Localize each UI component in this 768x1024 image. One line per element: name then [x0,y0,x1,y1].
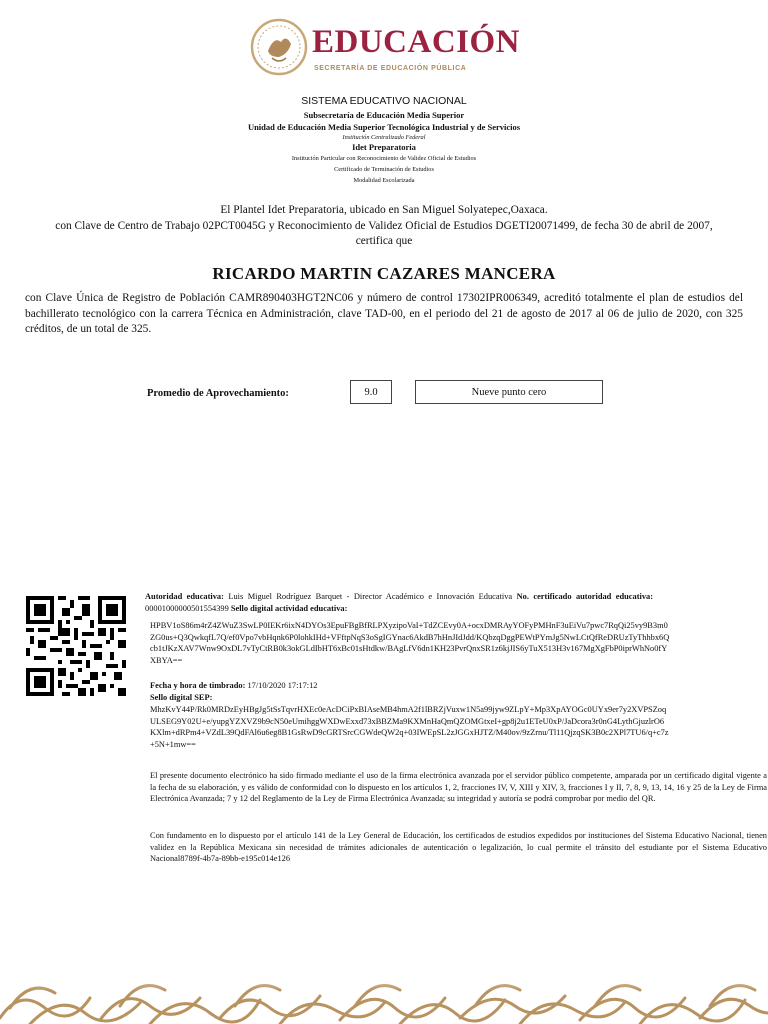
average-words: Nueve punto cero [415,380,603,404]
sello-sep-label: Sello digital SEP: [150,693,213,702]
subsecretaria: Subsecretaría de Educación Media Superior [303,110,465,120]
sep-logo [250,18,521,84]
sello-actividad: HPBV1oS86m4rZ4ZWuZ3SwLP0IEKr6ixN4DYOs3EpuFBgBfRLPXyzipoVaI+TdZCEvy0A+ocxDMRAyYOFyPMHnF3uEiVu7pwc7RqQi25vy9B3m0ZG0us+Q3QwkqfL7Q/ef0Vpo7vbHqnk6P0lohkIHd+VFftpNqS3oSgIGYnac6AkdB7hHnJIdJdd/KQbzqDggPEWtPYmJg5NwLCtQfReDRUzTyThhbx6Qcb1tJKzXAV7Wnw9OxDL7vTyCtRB0k3okGLdIbHT6xBc01sHtdkw/BAgLfV6dn1KH23PvrQnxSR1z6kjJIS6yTuX513H3v167MgXgFbP0iprWhNo0fYXBYA== [150,621,670,665]
intro-block [50,203,718,250]
rvoe-note: Institución Particular con Reconocimiento de Validez Oficial de Estudios [291,155,477,162]
certificado-type: Certificado de Terminación de Estudios [334,166,434,173]
decorative-footer-pattern [0,958,768,1024]
authority-block [145,591,653,614]
system-heading: SISTEMA EDUCATIVO NACIONAL [301,95,467,107]
timbrado-line [150,680,670,692]
timbrado-value: 17/10/2020 17:17:12 [247,681,318,690]
authority-name: Luis Miguel Rodríguez Barquet - Director Académico e Innovación Educativa [228,592,513,601]
cert-number: 00001000000501554399 [145,603,229,613]
unidad: Unidad de Educación Media Superior Tecnológica Industrial y de Servicios [247,122,521,132]
average-value: 9.0 [350,380,392,404]
sello-actividad-label: Sello digital actividad educativa: [230,603,348,613]
logo-subtitle: SECRETARÍA DE EDUCACIÓN PÚBLICA [314,65,467,72]
national-seal-icon [250,18,308,76]
average-label: Promedio de Aprovechamiento: [147,388,289,399]
sello-sep: MhzKvY44P/Rk0MRDzEyHBgJg5tSsTqvrHXEc0eAcDCiPxBIAseMB4hmA2f1lBRZjVuxw1N5a99jyw9ZLpY+Mp3XpAYOGc0UYx9er7y2XVPSZoqULSEG9Y02U+e/yupgYZXVZ9b9cN50eUmihggWXDwExxd73xBBZMa9KXMnHaQmQZOMGtxeI+gp8j2u1ETeU0xP/JaDcora3r0nG4LythGjuzlrO6KXlm+dRPm4+VZdL39QdFAl6u6eg8B1GsRwD9cGRTSrcCGWdeQW2q+03IWEpSL2zJGGxHJTZ/M40ov/9zZrnu/Tl11QjzqSK3B0c2XPl7TU6/q+c7z+5N+1mw== [150,705,669,749]
authority-label: Autoridad educativa: [145,592,224,601]
cert-number-label: No. certificado autoridad educativa: [516,592,653,601]
certification-body: con Clave Única de Registro de Población CAMR890403HGT2NC06 y número de control 17302IPR006349, acreditó totalmente el plan de estudios del bachillerato tecnológico con la carrera Técnica en Administración, clave TAD-00, en el periodo del 21 de agosto de 2017 al 06 de julio de 2020, con 325 créditos, de un total de 325. [25,292,743,335]
legal-paragraph-2: Con fundamento en lo dispuesto por el artículo 141 de la Ley General de Educación, los certificados de estudios expedidos por instituciones del Sistema Educativo Nacional, tienen validez en la República Mexicana sin necesidad de trámites adicionales de autenticación o legalización, lo cual permite el tránsito del estudiante por el Sistema Educativo Nacional8789f-4b7a-89bb-e195c014e126 [150,831,767,864]
student-name: RICARDO MARTIN CAZARES MANCERA [212,264,556,283]
legal-paragraph-1: El presente documento electrónico ha sido firmado mediante el uso de la firma electrónica avanzada por el servidor público competente, amparada por un certificado digital vigente a la fecha de su elaboración, y es válido de conformidad con lo dispuesto en los artículos 1, 2, fracciones IV, V, XIII y XIV, 3, fracciones I y II, 7, 8, 9, 13, 14, 16 y 25 de la Ley de Firma Electrónica Avanzada; 7 y 12 del Reglamento de la Ley de Firma Electrónica Avanzada; su integridad y autoría se podrá comprobar por medio del QR. [150,771,767,804]
intro-line-1: El Plantel Idet Preparatoria, ubicado en San Miguel Solyatepec,Oaxaca. [220,204,548,216]
institucion-tipo: Institución Centralizado Federal [342,134,426,141]
logo-title: EDUCACIÓN [312,24,521,60]
intro-line-2: con Clave de Centro de Trabajo 02PCT0045G y Reconocimiento de Validez Oficial de Estudios DGETI20071499, de fecha 30 de abril de 2007, certifica que [55,219,713,247]
qr-code-icon [26,596,126,696]
modalidad: Modalidad Escolarizada [353,177,415,184]
plantel: Idet Preparatoria [352,142,416,152]
timbrado-label: Fecha y hora de timbrado: [150,681,246,690]
